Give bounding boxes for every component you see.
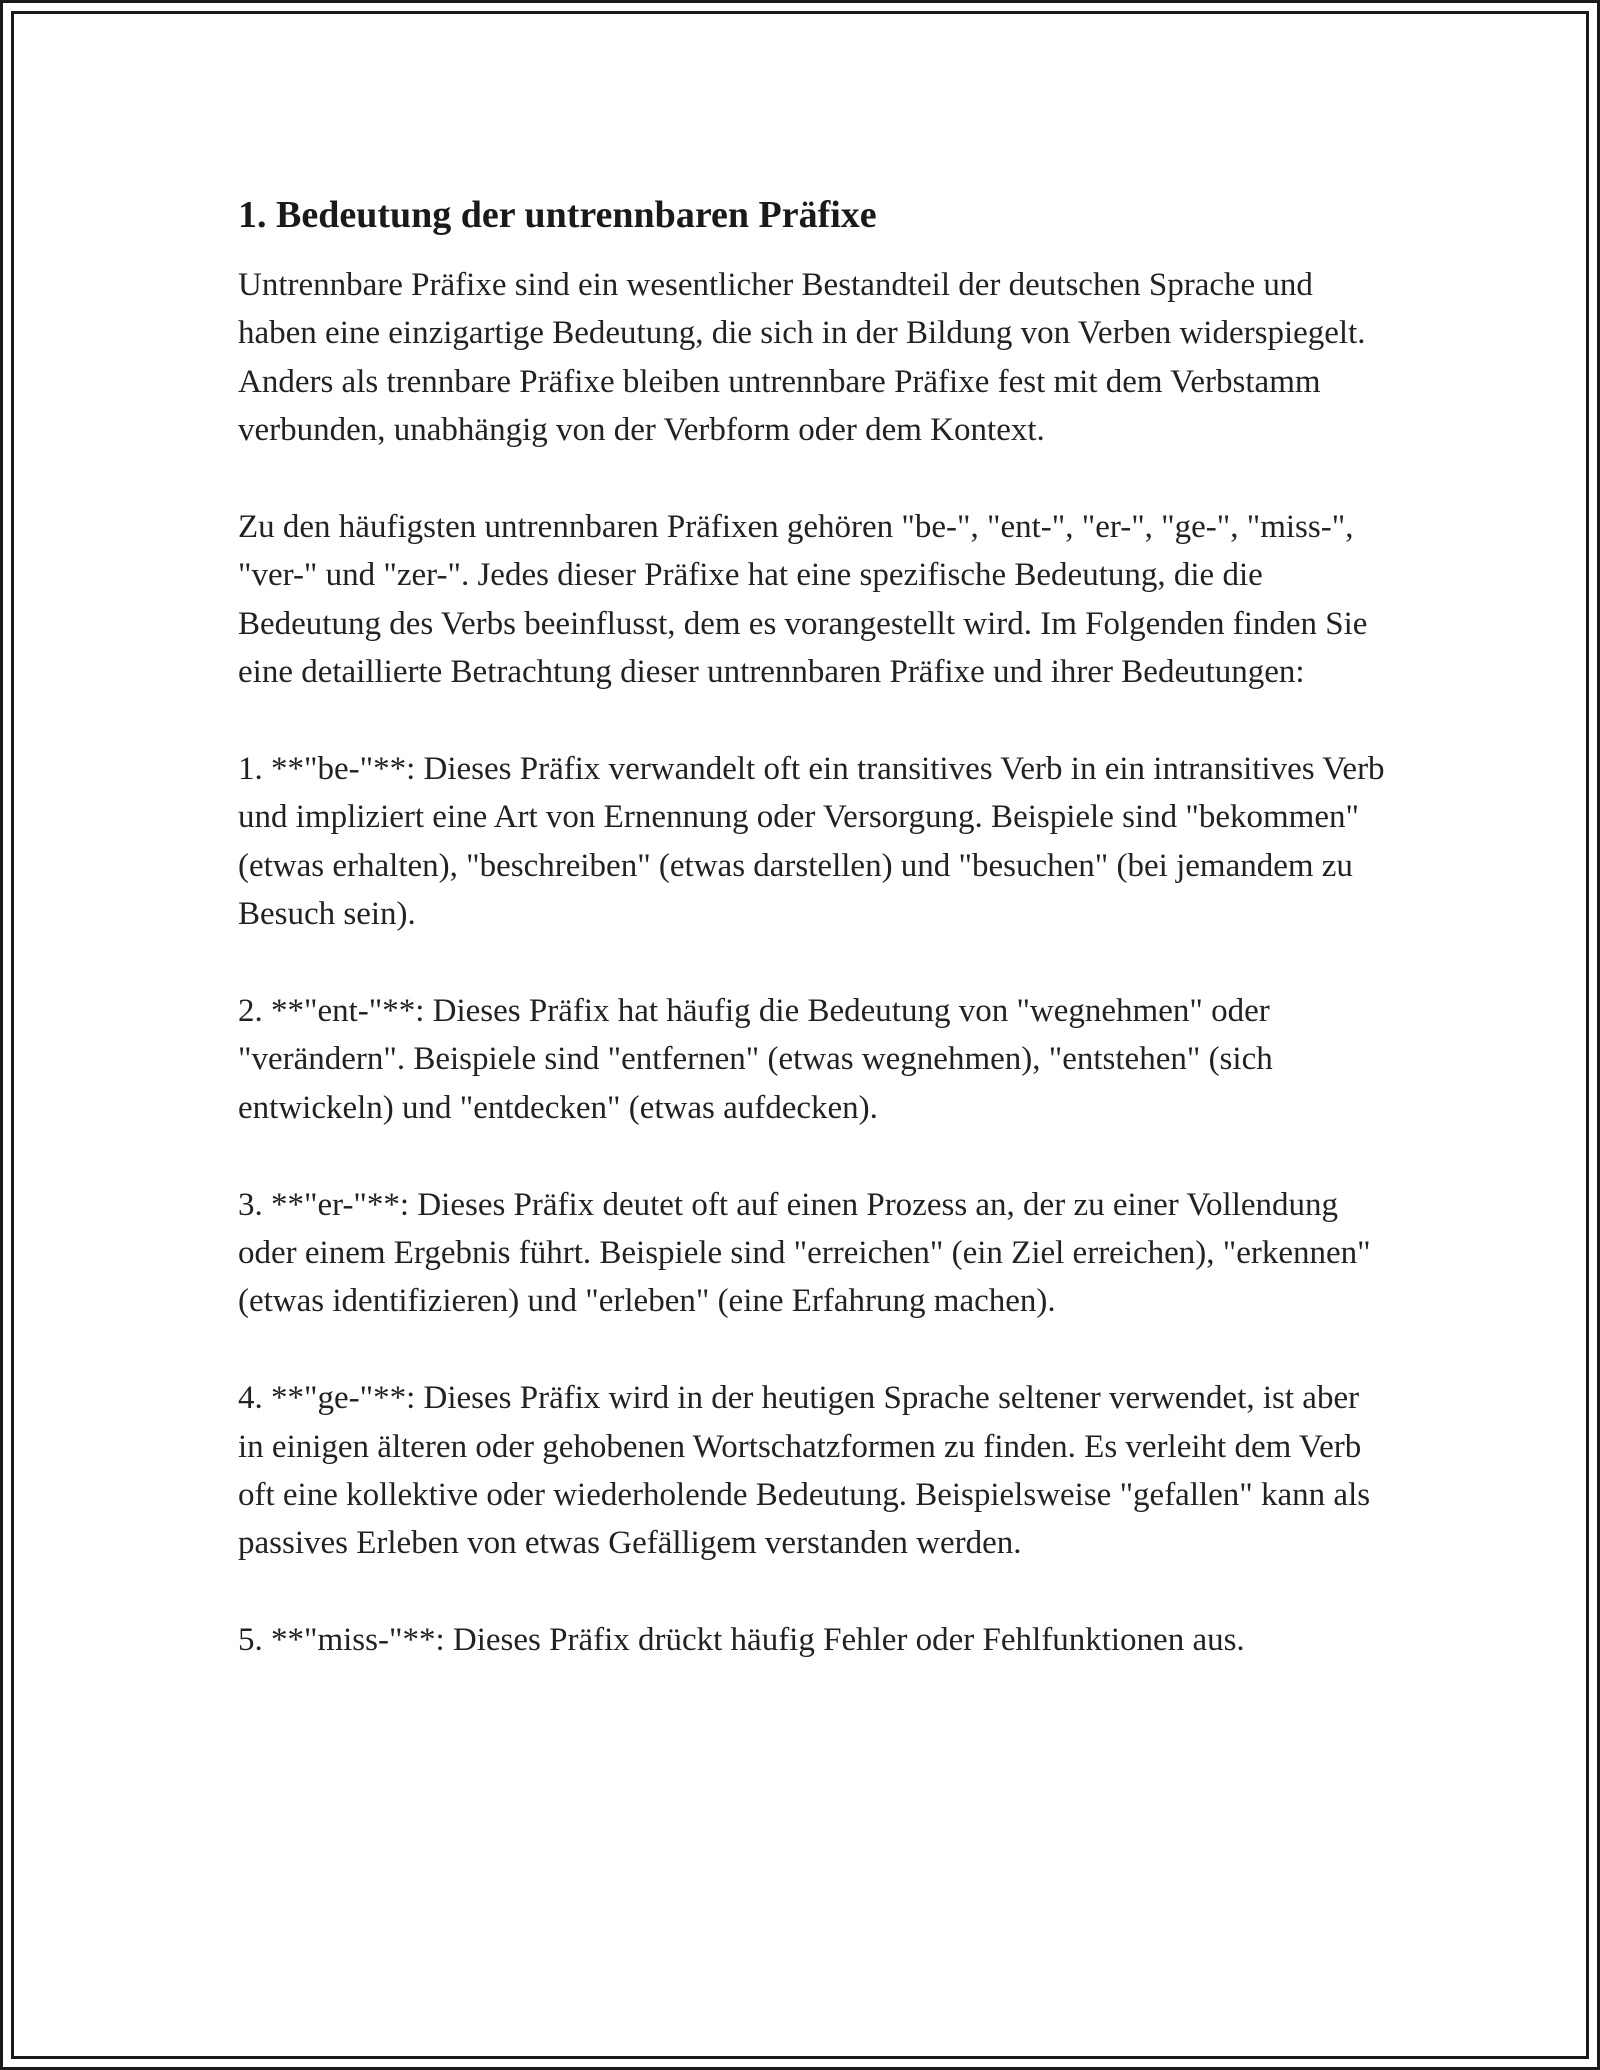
section-heading: 1. Bedeutung der untrennbaren Präfixe [238, 194, 877, 236]
prefix-item-ent: 2. **"ent-"**: Dieses Präfix hat häufig die Bedeutung von "wegnehmen" oder "verändern". Beispiele sind "entfernen" (etwas wegnehmen), "entstehen" (sich entwickeln) und "entdecken" (etwas aufdecken). [238, 993, 1273, 1126]
prefix-item-be: 1. **"be-"**: Dieses Präfix verwandelt oft ein transitives Verb in ein intransitives Verb und impliziert eine Art von Ernennung oder Versorgung. Beispiele sind "bekommen" (etwas erhalten), "beschreiben" (etwas darstellen) und "besuchen" (bei jemandem zu Besuch sein). [238, 751, 1385, 933]
prefix-item-ge: 4. **"ge-"**: Dieses Präfix wird in der heutigen Sprache seltener verwendet, ist aber in einigen älteren oder gehobenen Wortschatzformen zu finden. Es verleiht dem Verb oft eine kollektive oder wiederholende Bedeutung. Beispielsweise "gefallen" kann als passives Erleben von etwas Gefälligem verstanden werden. [238, 1380, 1371, 1562]
document-body [238, 191, 1388, 1665]
prefix-overview-paragraph: Zu den häufigsten untrennbaren Präfixen gehören "be-", "ent-", "er-", "ge-", "miss-", "ver-" und "zer-". Jedes dieser Präfixe hat eine spezifische Bedeutung, die die Bedeutung des Verbs beeinflusst, dem es vorangestellt wird. Im Folgenden finden Sie eine detaillierte Betrachtung dieser untrennbaren Präfixe und ihrer Bedeutungen: [238, 509, 1368, 691]
prefix-item-er: 3. **"er-"**: Dieses Präfix deutet oft auf einen Prozess an, der zu einer Vollendung oder einem Ergebnis führt. Beispiele sind "erreichen" (ein Ziel erreichen), "erkennen" (etwas identifizieren) und "erleben" (eine Erfahrung machen). [238, 1186, 1371, 1320]
prefix-item-miss: 5. **"miss-"**: Dieses Präfix drückt häufig Fehler oder Fehlfunktionen aus. [238, 1622, 1245, 1659]
intro-paragraph: Untrennbare Präfixe sind ein wesentlicher Bestandteil der deutschen Sprache und haben eine einzigartige Bedeutung, die sich in der Bildung von Verben widerspiegelt. Anders als trennbare Präfixe bleiben untrennbare Präfixe fest mit dem Verbstamm verbunden, unabhängig von der Verbform oder dem Kontext. [238, 267, 1366, 449]
